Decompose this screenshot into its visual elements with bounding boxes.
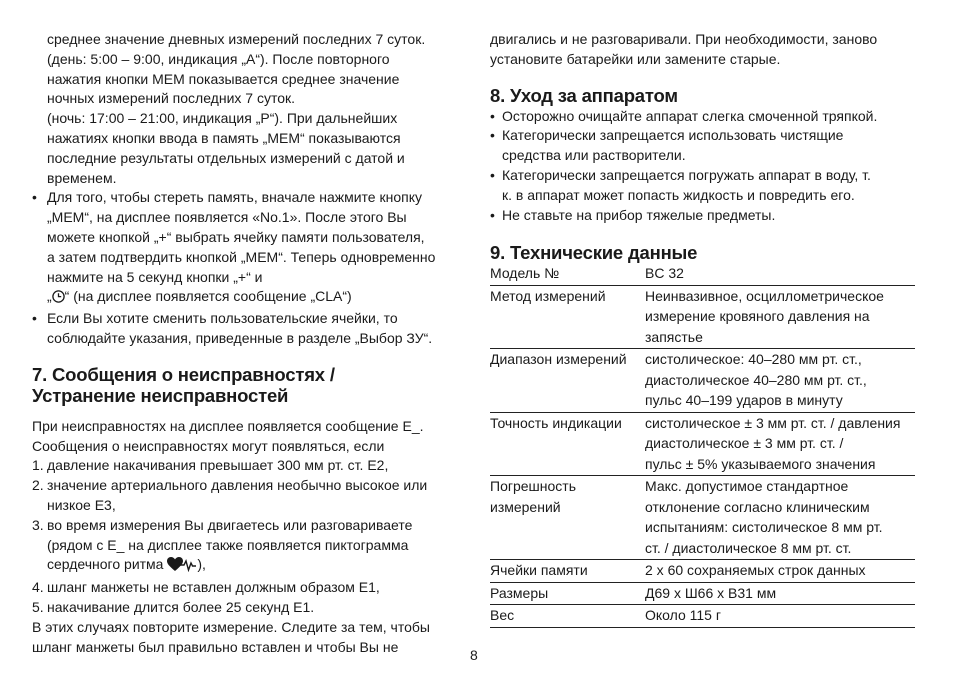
table-value-cell <box>645 412 915 476</box>
table-key-cell <box>490 476 645 560</box>
text-line: (рядом с E_ на дисплее также появляется пиктограмма <box>47 536 409 553</box>
error-list <box>32 456 452 617</box>
text-line: Категорически запрещается погружать аппарат в воду, т. <box>502 166 871 183</box>
bullet-clear-memory-last-line: „ “ (на дисплее появляется сообщение „CLA“) <box>47 287 452 309</box>
text-line: нажатия кнопки MEM показывается среднее значение <box>47 70 400 87</box>
bullet-mark: • <box>490 166 495 183</box>
bullet-clear-memory <box>32 188 452 309</box>
text-line: Вес <box>490 607 515 624</box>
error-list-item <box>32 456 452 476</box>
table-key-cell <box>490 582 645 605</box>
bullet-mark: • <box>32 189 37 206</box>
text-line: Около 115 г <box>645 607 721 624</box>
text-line: среднее значение дневных измерений последних 7 суток. <box>47 31 426 47</box>
text-line: Неинвазивное, осциллометрическое <box>645 287 884 304</box>
text-line: систолическое: 40–280 мм рт. ст., <box>645 351 862 368</box>
bullet-mark: • <box>32 310 37 327</box>
text-line: систолическое ± 3 мм рт. ст. / давления <box>645 414 901 431</box>
text-line: временем. <box>47 169 117 186</box>
table-row <box>490 412 915 476</box>
section-9-title: 9. Технические данные <box>490 242 698 264</box>
text-line: Модель № <box>490 265 560 282</box>
section-7-closing <box>32 618 452 658</box>
section-7-intro <box>32 417 452 457</box>
text-line: ст. / диастолическое 8 мм рт. ст. <box>645 539 852 556</box>
text-line: диастолическое ± 3 мм рт. ст. / <box>645 435 844 452</box>
memory-intro <box>32 30 452 188</box>
table-value-cell <box>645 605 915 628</box>
table-key-cell <box>490 263 645 285</box>
bullet-change-user <box>32 309 452 349</box>
text-line: соблюдайте указания, приведенные в разделе „Выбор ЗУ“. <box>47 329 433 346</box>
table-key-cell <box>490 285 645 349</box>
table-key-cell <box>490 560 645 583</box>
table-row <box>490 560 915 583</box>
table-value-cell <box>645 476 915 560</box>
section-7-heading <box>32 364 452 406</box>
text-line: во время измерения Вы двигаетесь или разговариваете <box>47 516 413 533</box>
text-line: Погрешность <box>490 478 576 495</box>
error-list-item <box>32 476 452 516</box>
bullet-mark: • <box>490 107 495 124</box>
error-list-item <box>32 598 452 618</box>
text-line: шланг манжеты был правильно вставлен и чтобы Вы не <box>32 638 399 655</box>
text-line: сердечного ритма ), <box>47 555 452 578</box>
section-7-title-line1: 7. Сообщения о неисправностях / <box>32 363 335 385</box>
care-list-item <box>490 126 920 166</box>
care-list-item <box>490 107 920 127</box>
text-line: отклонение согласно клиническим <box>645 498 870 515</box>
table-key-cell <box>490 412 645 476</box>
section-7-continuation <box>490 30 920 70</box>
table-key-cell <box>490 349 645 413</box>
text-line: BC 32 <box>645 265 684 282</box>
text-line: двигались и не разговаривали. При необходимости, заново <box>490 31 878 47</box>
care-list-item <box>490 166 920 206</box>
text-line: Не ставьте на прибор тяжелые предметы. <box>502 206 776 223</box>
text-line: Размеры <box>490 584 549 601</box>
error-list-item <box>32 578 452 598</box>
text-line: Категорически запрещается использовать чистящие <box>502 127 844 144</box>
text-line: Если Вы хотите сменить пользовательские ячейки, то <box>47 310 398 327</box>
clock-icon <box>52 289 65 309</box>
text-line: (день: 5:00 – 9:00, индикация „A“). После повторного <box>47 50 390 67</box>
table-value-cell <box>645 263 915 285</box>
text-line: Диапазон измерений <box>490 351 627 368</box>
heart-pulse-icon <box>167 557 197 578</box>
text-line: накачивание длится более 25 секунд E1. <box>47 598 315 615</box>
text-line: низкое E3, <box>47 496 116 513</box>
table-value-cell <box>645 560 915 583</box>
text-line: последние результаты отдельных измерений с датой и <box>47 149 405 166</box>
table-row <box>490 285 915 349</box>
text-line: средства или растворители. <box>502 147 686 164</box>
text-line: 2 x 60 сохраняемых строк данных <box>645 562 866 579</box>
table-row <box>490 263 915 285</box>
tech-data-table <box>490 263 915 628</box>
bullet-mark: • <box>490 127 495 144</box>
text-line: Для того, чтобы стереть память, вначале нажмите кнопку <box>47 189 422 206</box>
list-number: 5. <box>32 598 44 615</box>
text-line: При неисправностях на дисплее появляется сообщение E_. <box>32 417 424 434</box>
text-line: к. в аппарат может попасть жидкость и повредить его. <box>502 186 855 203</box>
list-number: 1. <box>32 457 44 474</box>
text-line: измерений <box>490 498 561 515</box>
text-line: В этих случаях повторите измерение. Следите за тем, чтобы <box>32 618 430 635</box>
text-line: измерение кровяного давления на <box>645 308 870 325</box>
text-line: пульс ± 5% указываемого значения <box>645 455 876 472</box>
text-line: значение артериального давления необычно высокое или <box>47 477 428 494</box>
text-line: (ночь: 17:00 – 21:00, индикация „P“). При дальнейших <box>47 110 398 127</box>
text-line: Д69 x Ш66 x В31 мм <box>645 584 777 601</box>
table-row <box>490 349 915 413</box>
text-line: Осторожно очищайте аппарат слегка смоченной тряпкой. <box>502 107 878 124</box>
list-number: 2. <box>32 477 44 494</box>
table-value-cell <box>645 582 915 605</box>
bullet-mark: • <box>490 206 495 223</box>
list-number: 4. <box>32 579 44 596</box>
text-line: а затем подтвердить кнопкой „MEM“. Теперь одновременно <box>47 248 436 265</box>
text-line: нажмите на 5 секунд кнопки „+“ и <box>47 268 263 285</box>
table-value-cell <box>645 349 915 413</box>
section-8-title: 8. Уход за аппаратом <box>490 84 678 106</box>
error-list-item <box>32 516 452 578</box>
text-line: пульс 40–199 ударов в минуту <box>645 392 843 409</box>
care-list-item <box>490 206 920 226</box>
section-7-title-line2: Устранение неисправностей <box>32 384 289 406</box>
text-line: Точность индикации <box>490 414 622 431</box>
table-row <box>490 605 915 628</box>
right-column <box>490 30 920 628</box>
text-line: давление накачивания превышает 300 мм рт. ст. E2, <box>47 457 389 474</box>
left-column <box>32 30 452 657</box>
text-line: ночных измерений последних 7 суток. <box>47 90 296 107</box>
text-line: нажатиях кнопки ввода в память „MEM“ показываются <box>47 129 401 146</box>
text-line: Метод измерений <box>490 287 606 304</box>
text-line: Ячейки памяти <box>490 562 588 579</box>
text-line: запястье <box>645 328 703 345</box>
text-line: шланг манжеты не вставлен должным образом E1, <box>47 579 380 596</box>
list-number: 3. <box>32 516 44 533</box>
table-row <box>490 476 915 560</box>
text-line: Сообщения о неисправностях могут появляться, если <box>32 437 385 454</box>
text-line: диастолическое 40–280 мм рт. ст., <box>645 371 867 388</box>
text-line: установите батарейки или замените старые. <box>490 50 781 67</box>
text-line: Макс. допустимое стандартное <box>645 478 849 495</box>
text-line: можете кнопкой „+“ выбрать ячейку памяти пользователя, <box>47 228 425 245</box>
text-line: „MEM“, на дисплее появляется «No.1». После этого Вы <box>47 209 407 226</box>
table-key-cell <box>490 605 645 628</box>
table-row <box>490 582 915 605</box>
text-line: испытаниям: систолическое 8 мм рт. <box>645 519 883 536</box>
care-list <box>490 107 920 226</box>
page-number: 8 <box>470 647 478 663</box>
table-value-cell <box>645 285 915 349</box>
